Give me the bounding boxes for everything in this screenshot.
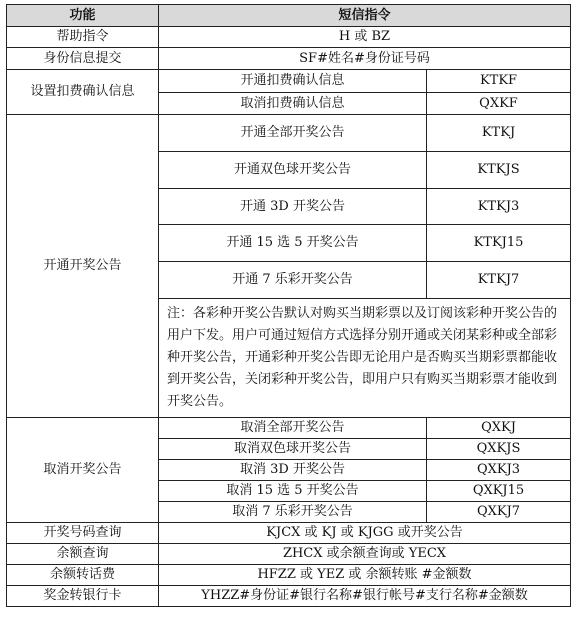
open-notice-note: 注：各彩种开奖公告默认对购买当期彩票以及订阅该彩种开奖公告的用户下发。用户可通过短信方式选择分别开通或关闭某彩种或全部彩种开奖公告，开通彩种开奖公告即无论用户是否购买当期彩票都能收到开奖公告，关闭彩种开奖公告，即用户只有购买当期彩票才能收到开奖公告。 (159, 299, 571, 418)
table-row-open-1 (7, 115, 571, 152)
lottery-query-label: 开奖号码查询 (7, 523, 159, 544)
prize-bank-label: 奖金转银行卡 (7, 586, 159, 607)
table-row-deduct-1 (7, 70, 571, 93)
table-row-lottery-query (7, 523, 571, 544)
open-item-name: 开通 3D 开奖公告 (159, 189, 427, 225)
open-item-code: KTKJ15 (427, 225, 571, 262)
cancel-item-code: QXKJ15 (427, 481, 571, 502)
open-item-name: 开通 15 选 5 开奖公告 (159, 225, 427, 262)
cancel-item-code: QXKJ3 (427, 460, 571, 481)
cancel-item-name: 取消全部开奖公告 (159, 418, 427, 439)
cancel-item-name: 取消 3D 开奖公告 (159, 460, 427, 481)
open-item-name: 开通双色球开奖公告 (159, 152, 427, 189)
open-item-name: 开通 7 乐彩开奖公告 (159, 262, 427, 299)
cancel-item-name: 取消 7 乐彩开奖公告 (159, 502, 427, 523)
cancel-item-name: 取消双色球开奖公告 (159, 439, 427, 460)
open-item-name: 开通全部开奖公告 (159, 115, 427, 152)
table-row-balance-fee (7, 565, 571, 586)
prize-bank-cmd: YHZZ#身份证#银行名称#银行帐号#支行名称#金额数 (159, 586, 571, 607)
deduct-item-code: KTKF (427, 70, 571, 93)
open-item-code: KTKJ (427, 115, 571, 152)
lottery-query-cmd: KJCX 或 KJ 或 KJGG 或开奖公告 (159, 523, 571, 544)
id-submit-label: 身份信息提交 (7, 48, 159, 70)
balance-query-cmd: ZHCX 或余额查询或 YECX (159, 544, 571, 565)
cancel-item-code: QXKJS (427, 439, 571, 460)
table-row-balance-query (7, 544, 571, 565)
help-cmd: H 或 BZ (159, 27, 571, 48)
open-item-code: KTKJ3 (427, 189, 571, 225)
cancel-item-code: QXKJ7 (427, 502, 571, 523)
open-item-code: KTKJS (427, 152, 571, 189)
table-row-prize-bank (7, 586, 571, 607)
cancel-item-code: QXKJ (427, 418, 571, 439)
header-func: 功能 (7, 5, 159, 27)
balance-fee-cmd: HFZZ 或 YEZ 或 余额转账 #金额数 (159, 565, 571, 586)
id-submit-cmd: SF#姓名#身份证号码 (159, 48, 571, 70)
table-row-help (7, 27, 571, 48)
open-notice-label: 开通开奖公告 (7, 115, 159, 418)
table-row-cancel-1 (7, 418, 571, 439)
header-row (7, 5, 571, 27)
deduct-item-code: QXKF (427, 93, 571, 115)
help-label: 帮助指令 (7, 27, 159, 48)
deduct-label: 设置扣费确认信息 (7, 70, 159, 115)
cancel-notice-label: 取消开奖公告 (7, 418, 159, 523)
deduct-item-name: 取消扣费确认信息 (159, 93, 427, 115)
balance-query-label: 余额查询 (7, 544, 159, 565)
open-item-code: KTKJ7 (427, 262, 571, 299)
deduct-item-name: 开通扣费确认信息 (159, 70, 427, 93)
sms-command-table (6, 4, 571, 607)
table-row-id-submit (7, 48, 571, 70)
balance-fee-label: 余额转话费 (7, 565, 159, 586)
header-cmd: 短信指令 (159, 5, 571, 27)
cancel-item-name: 取消 15 选 5 开奖公告 (159, 481, 427, 502)
